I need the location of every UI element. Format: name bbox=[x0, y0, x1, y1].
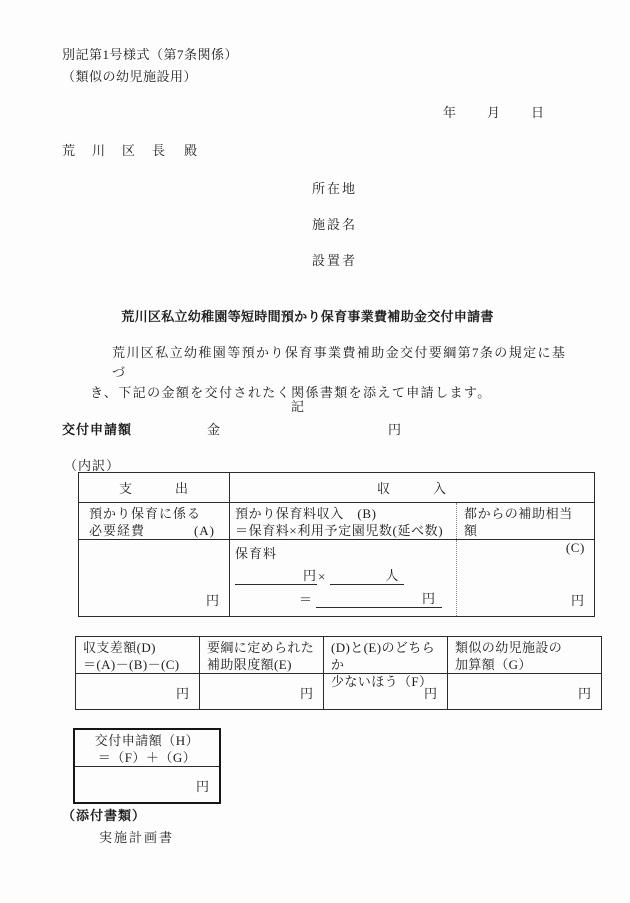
calc-unit-yen: 円 bbox=[423, 686, 438, 701]
calc-unit-yen: 円 bbox=[175, 686, 190, 701]
breakdown-table-header-row bbox=[79, 473, 594, 503]
addressee-char: 荒 bbox=[62, 143, 77, 158]
expense-line-2-text: 必要経費 bbox=[89, 523, 146, 538]
sender-field-founder: 設置者 bbox=[312, 253, 358, 268]
breakdown-table bbox=[78, 472, 595, 617]
income-c-line-1: 都からの補助相当額 bbox=[464, 506, 573, 538]
breakdown-table-value-row bbox=[79, 540, 594, 616]
count-unit-person: 人 bbox=[385, 568, 400, 583]
expense-line-2 bbox=[89, 522, 229, 539]
expense-amount-unit: 円 bbox=[205, 593, 220, 608]
document-title: 荒川区私立幼稚園等短時間預かり保育事業費補助金交付申請書 bbox=[121, 309, 494, 324]
calc-col-addition bbox=[448, 637, 601, 709]
addressee-char: 川 bbox=[92, 143, 107, 158]
expense-subheader-cell bbox=[79, 503, 230, 539]
expense-line-1: 預かり保育に係る bbox=[89, 506, 202, 521]
form-target-line: （類似の幼児施設用） bbox=[62, 69, 198, 84]
attachment-item: 実施計画書 bbox=[99, 830, 175, 845]
addressee-char: 区 bbox=[122, 143, 137, 158]
total-amount-line-1: 交付申請額（H） bbox=[94, 733, 200, 748]
body-line-1: 荒川区私立幼稚園等預かり保育事業費補助金交付要綱第7条の規定に基づ bbox=[112, 345, 567, 380]
total-amount-line-2: ＝（F）＋（G） bbox=[97, 750, 197, 765]
amount-suffix-yen: 円 bbox=[388, 422, 403, 437]
income-header-cell: 収 入 bbox=[376, 481, 447, 496]
breakdown-table-subheader-row bbox=[79, 503, 594, 555]
ki-heading: 記 bbox=[290, 399, 305, 414]
child-count-blank bbox=[330, 565, 404, 585]
income-b-subheader-cell bbox=[230, 503, 456, 539]
calc-header-line: (D)と(E)のどちらか bbox=[331, 640, 436, 672]
attachments-label: （添付書類） bbox=[62, 808, 147, 823]
expense-label-a: (A) bbox=[193, 523, 215, 538]
addressee-char: 長 bbox=[152, 143, 167, 158]
calc-header-line: 類似の幼児施設の bbox=[455, 640, 563, 655]
calc-header-line: 加算額（G） bbox=[455, 657, 532, 672]
fee-total-line bbox=[299, 588, 456, 608]
fee-calculation-line bbox=[235, 565, 456, 585]
calc-col-addition-value bbox=[448, 674, 601, 709]
calculation-table bbox=[75, 636, 602, 710]
body-paragraph bbox=[90, 343, 576, 403]
calc-col-balance bbox=[76, 637, 200, 709]
fee-total-blank bbox=[316, 588, 442, 608]
addressee-honorific: 殿 bbox=[184, 143, 199, 158]
application-amount-label: 交付申請額 bbox=[62, 422, 133, 437]
total-amount-unit: 円 bbox=[195, 779, 210, 794]
issue-date-line bbox=[443, 102, 545, 121]
expense-amount-cell bbox=[79, 540, 230, 616]
calc-col-balance-header bbox=[76, 637, 199, 674]
equals-sign: ＝ bbox=[299, 592, 314, 607]
calc-col-limit-header bbox=[200, 637, 323, 674]
fee-unit-yen: 円 bbox=[302, 568, 317, 583]
calc-col-addition-header bbox=[448, 637, 601, 674]
income-c-label: (C) bbox=[565, 540, 585, 555]
calc-col-limit bbox=[200, 637, 324, 709]
calc-col-lesser-value bbox=[324, 674, 447, 709]
income-c-amount-unit: 円 bbox=[570, 593, 585, 608]
total-amount-box bbox=[73, 728, 221, 804]
calc-col-lesser-header bbox=[324, 637, 447, 689]
calc-header-line: 要綱に定められた bbox=[207, 640, 315, 655]
body-line-2: き、下記の金額を交付されたく関係書類を添えて申請します。 bbox=[90, 385, 492, 400]
breakdown-label: （内訳） bbox=[64, 458, 121, 473]
income-b-line-2: ＝保育料×利用予定園児数(延べ数) bbox=[235, 523, 444, 538]
date-year-label: 年 bbox=[443, 105, 458, 120]
income-c-subheader-cell bbox=[456, 503, 594, 555]
calc-unit-yen: 円 bbox=[299, 686, 314, 701]
expense-header-cell: 支 出 bbox=[79, 473, 230, 502]
date-month-label: 月 bbox=[487, 105, 502, 120]
sender-field-facility: 施設名 bbox=[312, 217, 358, 232]
total-amount-value bbox=[75, 767, 219, 802]
calc-col-balance-value bbox=[76, 674, 199, 709]
form-code-line: 別記第1号様式（第7条関係） bbox=[62, 47, 239, 62]
income-b-line-1: 預かり保育料収入 (B) bbox=[235, 506, 377, 521]
date-day-label: 日 bbox=[531, 105, 546, 120]
amount-prefix-kin: 金 bbox=[207, 422, 222, 437]
fee-amount-blank bbox=[235, 565, 317, 585]
calc-header-line: ＝(A)－(B)－(C) bbox=[83, 657, 180, 672]
calc-col-lesser bbox=[324, 637, 448, 709]
calc-header-line: 収支差額(D) bbox=[83, 640, 156, 655]
calc-col-limit-value bbox=[200, 674, 323, 709]
multiply-sign: × bbox=[318, 569, 327, 584]
calc-unit-yen: 円 bbox=[577, 686, 592, 701]
fee-label: 保育料 bbox=[235, 546, 278, 561]
calc-header-line: 少ないほう（F） bbox=[331, 674, 433, 689]
addressee-line bbox=[62, 140, 198, 159]
total-unit-yen: 円 bbox=[422, 591, 437, 606]
sender-field-location: 所在地 bbox=[312, 181, 358, 196]
total-amount-header bbox=[75, 730, 219, 767]
income-b-calc-cell bbox=[230, 540, 456, 616]
calc-header-line: 補助限度額(E) bbox=[207, 657, 292, 672]
income-c-amount-cell bbox=[456, 540, 594, 616]
